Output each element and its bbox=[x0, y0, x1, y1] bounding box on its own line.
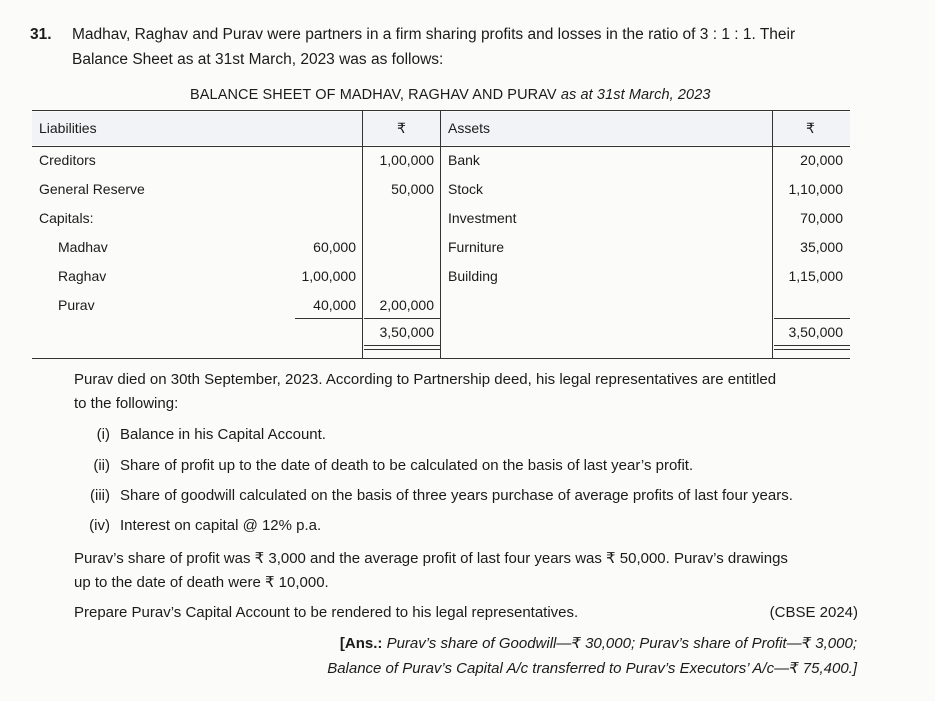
header-assets: Assets bbox=[448, 120, 491, 136]
death-paragraph-line-2: to the following: bbox=[74, 395, 179, 412]
question-line-1: Madhav, Raghav and Purav were partners in a firm sharing profits and losses in the ratio of 3 : 1 : 1. Their bbox=[72, 26, 796, 43]
entitlement-num: (i) bbox=[96, 426, 110, 443]
liab-purav-amount: 40,000 bbox=[313, 297, 356, 313]
asset-investment-label: Investment bbox=[448, 210, 517, 226]
entitlement-text: Interest on capital @ 12% p.a. bbox=[120, 517, 322, 534]
liab-general-reserve-label: General Reserve bbox=[39, 181, 145, 197]
entitlement-text: Share of goodwill calculated on the basis of three years purchase of average profits of last four years. bbox=[120, 487, 793, 504]
asset-investment-amount: 70,000 bbox=[800, 210, 843, 226]
death-paragraph bbox=[74, 368, 864, 416]
liab-raghav-label: Raghav bbox=[58, 268, 107, 284]
profit-paragraph bbox=[74, 547, 864, 595]
entitlement-num: (iv) bbox=[89, 517, 110, 534]
header-rupee-left: ₹ bbox=[397, 120, 406, 136]
asset-furniture-amount: 35,000 bbox=[800, 239, 843, 255]
balance-sheet-title-main: BALANCE SHEET OF MADHAV, RAGHAV AND PURAV bbox=[190, 87, 557, 103]
death-paragraph-line-1: Purav died on 30th September, 2023. According to Partnership deed, his legal representatives are entitled bbox=[74, 371, 777, 388]
header-bottom-rule bbox=[32, 146, 850, 147]
liab-total-top-rule bbox=[364, 318, 440, 319]
answer-line-2: Balance of Purav’s Capital A/c transferred to Purav’s Executors’ A/c—₹ 75,400.] bbox=[327, 660, 857, 677]
question-number: 31. bbox=[30, 26, 52, 43]
header-rupee-right: ₹ bbox=[806, 120, 815, 136]
entitlement-num: (iii) bbox=[90, 487, 110, 504]
table-bottom-rule bbox=[32, 358, 850, 359]
liab-total-rule-2 bbox=[364, 349, 440, 350]
balance-sheet-title bbox=[190, 87, 711, 103]
source-tag: (CBSE 2024) bbox=[769, 604, 858, 621]
assets-total-top-rule bbox=[774, 318, 850, 319]
divider-liab-assets bbox=[440, 110, 441, 359]
profit-paragraph-line-2: up to the date of death were ₹ 10,000. bbox=[74, 574, 329, 591]
liab-raghav-amount: 1,00,000 bbox=[301, 268, 356, 284]
entitlement-text: Share of profit up to the date of death to be calculated on the basis of last year’s profit. bbox=[120, 457, 694, 474]
entitlement-text: Balance in his Capital Account. bbox=[120, 426, 326, 443]
instruction-line bbox=[74, 601, 864, 625]
balance-sheet-title-date: as at 31st March, 2023 bbox=[560, 87, 711, 103]
liab-capitals-total: 2,00,000 bbox=[379, 297, 434, 313]
asset-furniture-label: Furniture bbox=[448, 239, 505, 255]
asset-stock-label: Stock bbox=[448, 181, 484, 197]
liab-creditors-label: Creditors bbox=[39, 152, 96, 168]
asset-building-amount: 1,15,000 bbox=[788, 268, 843, 284]
asset-building-label: Building bbox=[448, 268, 498, 284]
answer-line-1-text: Purav’s share of Goodwill—₹ 30,000; Purav’s share of Profit—₹ 3,000; bbox=[386, 635, 857, 652]
header-liabilities: Liabilities bbox=[39, 120, 97, 136]
answer-label: [Ans.: bbox=[339, 635, 383, 652]
asset-bank-amount: 20,000 bbox=[800, 152, 843, 168]
liab-total: 3,50,000 bbox=[379, 324, 434, 340]
answer-line-1 bbox=[340, 634, 857, 652]
liab-madhav-label: Madhav bbox=[58, 239, 108, 255]
liab-capitals-label: Capitals: bbox=[39, 210, 94, 226]
table-top-rule bbox=[32, 110, 850, 111]
header-shade bbox=[32, 112, 850, 145]
liab-general-reserve-amount: 50,000 bbox=[391, 181, 434, 197]
liab-madhav-amount: 60,000 bbox=[313, 239, 356, 255]
liab-purav-label: Purav bbox=[58, 297, 95, 313]
liab-creditors-amount: 1,00,000 bbox=[379, 152, 434, 168]
question-line-2: Balance Sheet as at 31st March, 2023 was as follows: bbox=[72, 51, 444, 68]
capitals-subtotal-rule bbox=[295, 318, 362, 319]
assets-total: 3,50,000 bbox=[788, 324, 843, 340]
asset-bank-label: Bank bbox=[448, 152, 480, 168]
divider-liab-amount bbox=[362, 110, 363, 359]
balance-sheet-table bbox=[32, 110, 850, 360]
instruction-text: Prepare Purav’s Capital Account to be rendered to his legal representatives. bbox=[74, 604, 579, 621]
profit-paragraph-line-1: Purav’s share of profit was ₹ 3,000 and the average profit of last four years was ₹ 50,000. Purav’s drawings bbox=[74, 550, 788, 567]
assets-total-rule-1 bbox=[774, 345, 850, 346]
asset-stock-amount: 1,10,000 bbox=[788, 181, 843, 197]
entitlement-num: (ii) bbox=[93, 457, 110, 474]
question-intro bbox=[72, 22, 902, 72]
liab-total-rule-1 bbox=[364, 345, 440, 346]
divider-assets-amount bbox=[772, 110, 773, 359]
assets-total-rule-2 bbox=[774, 349, 850, 350]
